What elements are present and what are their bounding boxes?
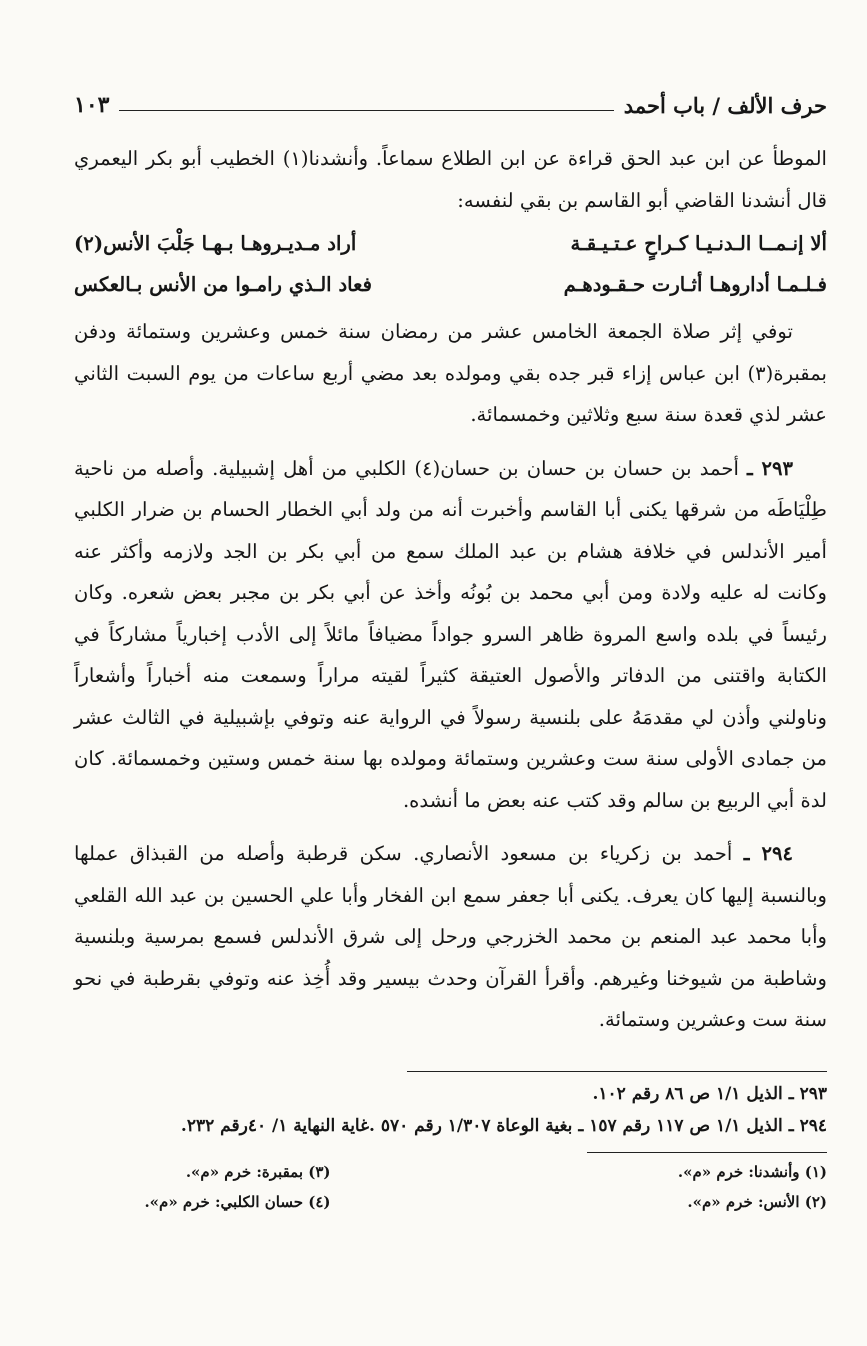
entry-294 [74,833,827,1041]
entry-number: ٢٩٣ ـ [747,456,794,480]
source-line: ٢٩٤ ـ الذيل ١/١ ص ١١٧ رقم ١٥٧ ـ بغية الوعاة ١/٣٠٧ رقم ٥٧٠ .غاية النهاية ١/ ٤٠رقم ٢٣٢. [180,1115,827,1136]
footnotes-column-a [451,1157,828,1217]
verse-line [74,223,827,264]
sources-divider [407,1071,827,1072]
header-rule [119,110,613,111]
footnotes-block [74,1157,827,1217]
entry-text: أحمد بن زكرياء بن مسعود الأنصاري. سكن قرطبة وأصله من القبذاق عملها وبالنسبة إليها كان يعرف. يكنى أبا جعفر سمع ابن الفخار وأبا علي الحسين بن عبد الله القلعي وأبا محمد عبد المنعم بن محمد الخزرجي ورحل إلى شرق الأندلس فسمع بمرسية وبلنسية وشاطبة من شيوخنا وغيرهم. وأقرأ القرآن وحدث بيسير وقد أُخِذ عنه وتوفي بقرطبة في نحو سنة ست وعشرين وستمائة. [74,842,827,1031]
spacer [74,436,827,448]
verse-first-hemistich: فـلـمـا أداروهـا أثـارت حـقـودهـم [563,273,827,296]
entry-text: أحمد بن حسان بن حسان بن حسان(٤) الكلبي من أهل إشبيلية. وأصله من ناحية طِلْيَاطَه من شرقها يكنى أبا القاسم وأخبرت أنه من ولد أبي الخطار الحسام بن ضرار الكلبي أمير الأندلس في خلافة هشام بن عبد الملك سمع من أبي بكر بن الجد ولازمه وأكثر عنه وكانت له عليه ولادة ومن أبي محمد بن بُونُه وأخذ عن أبي بكر بن مجبر بعض شعره. وكان رئيساً في بلده واسع المروة ظاهر السرو جواداً مضيافاً مائلاً إلى الأدب إخبارياً مشاركاً في الكتابة واقتنى من الدفاتر والأصول العتيقة كثيراً لقيته مراراً وسمعت منه أخباراً وأشعاراً وناولني وأذن لي مقدمَهُ على بلنسية رسولاً في الرواية عنه وتوفي بإشبيلية في الثالث عشر من جمادى الأولى سنة ست وعشرين وستمائة ومولده بها سنة خمس وستين وخمسمائة. كان لدة أبي الربيع بن سالم وقد كتب عنه بعض ما أنشده. [74,456,827,812]
page-number: ١٠٣ [74,92,110,118]
sources-block [74,1078,827,1142]
paragraph-death-note: توفي إثر صلاة الجمعة الخامس عشر من رمضان سنة خمس وعشرين وستمائة ودفن بمقبرة(٣) ابن عباس إزاء قبر جده بقي ومولده بعد مضي أربع ساعات من يوم السبت الثاني عشر لذي قعدة سنة سبع وثلاثين وخمسمائة. [74,320,827,426]
paragraph-intro: الموطأ عن ابن عبد الحق قراءة عن ابن الطلاع سماعاً. وأنشدنا(١) الخطيب أبو بكر اليعمري قال أنشدنا القاضي أبو القاسم بن بقي لنفسه: [74,147,827,212]
footnotes-column-b [74,1157,451,1217]
footnote: (٢) الأنس: خرم «م». [687,1192,827,1211]
footnote: (٤) حسان الكلبي: خرم «م». [144,1192,331,1211]
verse-line [74,264,827,305]
entry-293 [74,448,827,822]
source-line: ٢٩٣ ـ الذيل ١/١ ص ٨٦ رقم ١٠٢. [592,1083,827,1104]
entry-number: ٢٩٤ ـ [743,842,794,865]
spacer [74,821,827,833]
verse-second-hemistich: أراد مـديـروهـا بـهـا جَلْبَ الأنس(٢) [74,232,357,255]
poem-verses [74,223,827,305]
footnote: (١) وأنشدنا: خرم «م». [677,1162,827,1181]
footnotes-divider [587,1152,827,1153]
verse-second-hemistich: فعاد الـذي رامـوا من الأنس بـالعكس [74,273,372,296]
verse-first-hemistich: ألا إنـمــا الـدنـيـا كـراحٍ عـتـيـقـة [570,232,827,255]
running-header [74,84,827,118]
running-title: حرف الألف / باب أحمد [623,93,827,118]
footnote: (٣) بمقبرة: خرم «م». [185,1162,331,1181]
